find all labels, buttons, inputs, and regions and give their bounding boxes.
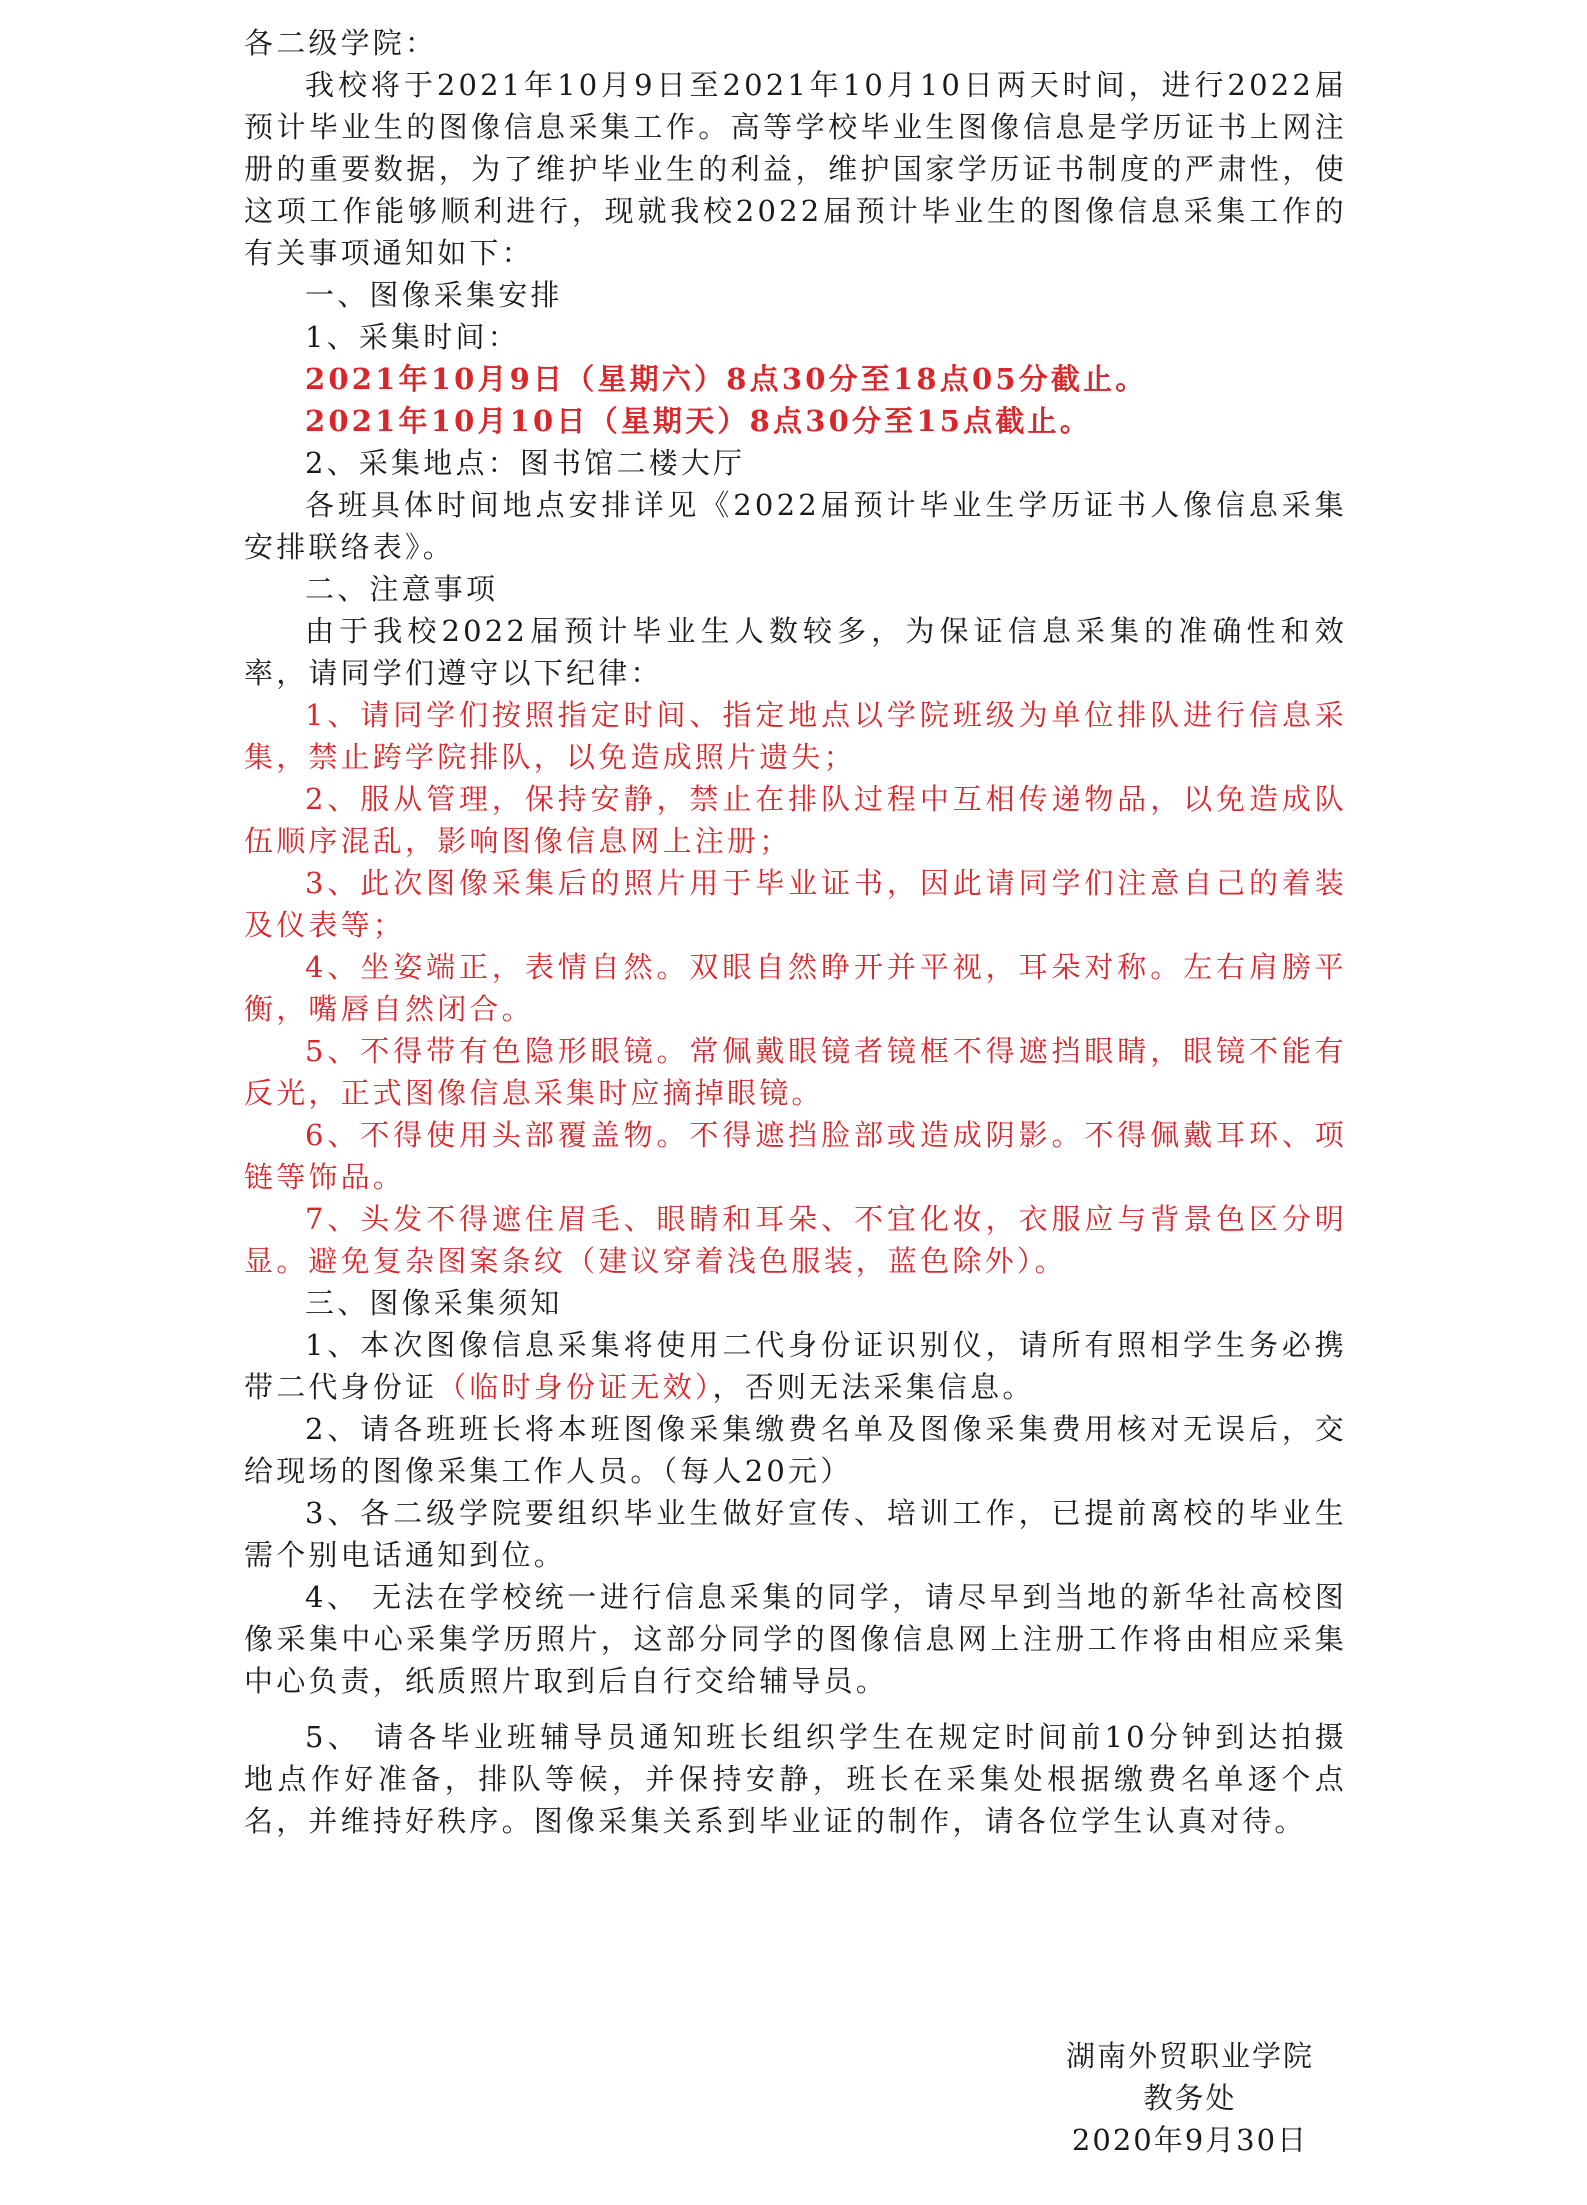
section-1-heading: 一、图像采集安排	[305, 278, 563, 312]
notice-body	[244, 22, 1347, 1842]
collection-time-label: 1、采集时间：	[305, 320, 520, 354]
signature-date: 2020年9月30日	[1071, 2123, 1309, 2157]
guideline-item-1-text: 1、本次图像信息采集将使用二代身份证识别仪，请所有照相学生务必携带二代身份证	[244, 1328, 1347, 1404]
guideline-item-1	[244, 1324, 1347, 1408]
class-arrangement-note: 各班具体时间地点安排详见《2022届预计毕业生学历证书人像信息采集安排联络表》。	[244, 488, 1347, 564]
guideline-item-5: 5、 请各毕业班辅导员通知班长组织学生在规定时间前10分钟到达拍摄地点作好准备，排队等候，并保持安静，班长在采集处根据缴费名单逐个点名，并维持好秩序。图像采集关系到毕业证的制作，请各位学生认真对待。	[244, 1720, 1347, 1838]
collection-time-day1: 2021年10月9日（星期六）8点30分至18点05分截止。	[305, 362, 1148, 396]
guideline-item-2: 2、请各班班长将本班图像采集缴费名单及图像采集费用核对无误后，交给现场的图像采集工作人员。（每人20元）	[244, 1412, 1347, 1488]
collection-place: 2、采集地点：图书馆二楼大厅	[305, 446, 746, 480]
section-3-heading: 三、图像采集须知	[305, 1286, 563, 1320]
rule-item: 7、头发不得遮住眉毛、眼睛和耳朵、不宜化妆，衣服应与背景色区分明显。避免复杂图案条纹（建议穿着浅色服装，蓝色除外）。	[244, 1202, 1347, 1278]
guideline-item-1-tail: ，否则无法采集信息。	[712, 1370, 1035, 1404]
guideline-item-4: 4、 无法在学校统一进行信息采集的同学，请尽早到当地的新华社高校图像采集中心采集学历照片，这部分同学的图像信息网上注册工作将由相应采集中心负责，纸质照片取到后自行交给辅导员。	[244, 1580, 1347, 1698]
rule-item: 6、不得使用头部覆盖物。不得遮挡脸部或造成阴影。不得佩戴耳环、项链等饰品。	[244, 1118, 1347, 1194]
guideline-item-3: 3、各二级学院要组织毕业生做好宣传、培训工作，已提前离校的毕业生需个别电话通知到位。	[244, 1496, 1347, 1572]
rule-item: 1、请同学们按照指定时间、指定地点以学院班级为单位排队进行信息采集，禁止跨学院排队，以免造成照片遗失；	[244, 698, 1347, 774]
signature-dept: 教务处	[1143, 2081, 1237, 2115]
signature-org: 湖南外贸职业学院	[1065, 2039, 1314, 2073]
section-2-intro: 由于我校2022届预计毕业生人数较多，为保证信息采集的准确性和效率，请同学们遵守以下纪律：	[244, 614, 1347, 690]
salutation: 各二级学院：	[244, 26, 438, 60]
rule-item: 2、服从管理，保持安静，禁止在排队过程中互相传递物品，以免造成队伍顺序混乱，影响图像信息网上注册；	[244, 782, 1347, 858]
signature-block	[1040, 2035, 1340, 2161]
rule-item: 5、不得带有色隐形眼镜。常佩戴眼镜者镜框不得遮挡眼睛，眼镜不能有反光，正式图像信息采集时应摘掉眼镜。	[244, 1034, 1347, 1110]
collection-time-day2: 2021年10月10日（星期天）8点30分至15点截止。	[305, 404, 1092, 438]
rule-item: 3、此次图像采集后的照片用于毕业证书，因此请同学们注意自己的着装及仪表等；	[244, 866, 1347, 942]
section-2-heading: 二、注意事项	[305, 572, 499, 606]
temporary-id-invalid-note: （临时身份证无效）	[437, 1370, 713, 1404]
intro-paragraph: 我校将于2021年10月9日至2021年10月10日两天时间，进行2022届预计毕业生的图像信息采集工作。高等学校毕业生图像信息是学历证书上网注册的重要数据，为了维护毕业生的利益，维护国家学历证书制度的严肃性，使这项工作能够顺利进行，现就我校2022届预计毕业生的图像信息采集工作的有关事项通知如下：	[244, 68, 1347, 270]
rule-item: 4、坐姿端正，表情自然。双眼自然睁开并平视，耳朵对称。左右肩膀平衡，嘴唇自然闭合。	[244, 950, 1347, 1026]
